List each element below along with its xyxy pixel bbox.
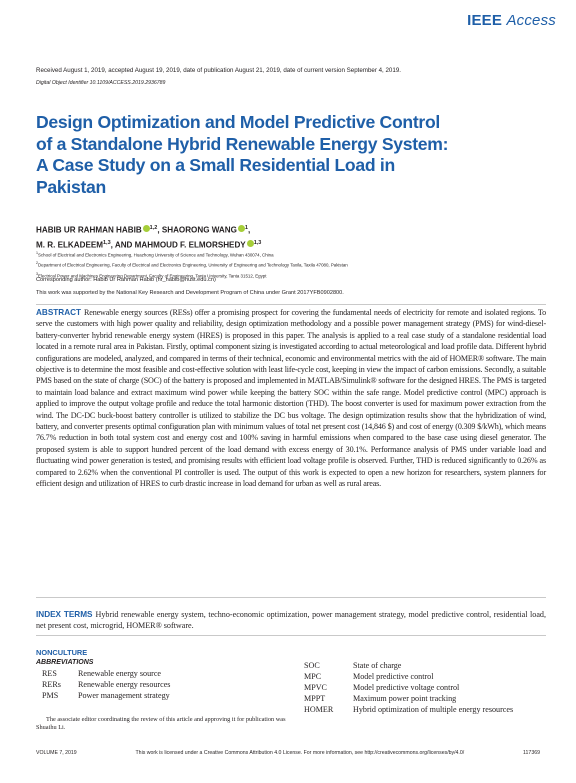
corresponding-author: Corresponding author: Habib Ur Rahman Habib (hr_habib@hust.edu.cn)	[36, 277, 216, 283]
author-affil-sup: 1,3	[103, 240, 111, 247]
affiliation-item: $^3$Electrical Power and Machines Engineering Department, Faculty of Engineering, Tanta University, Tanta 31512, Egypt	[36, 271, 267, 279]
abbreviation-row: HOMER Hybrid optimization of multiple energy resources	[304, 705, 514, 714]
paper-title: Design Optimization and Model Predictive Control of a Standalone Hybrid Renewable Energy System: A Case Study on a Small Residential Load in Pakistan	[36, 112, 449, 197]
journal-logo: IEEE Access	[467, 12, 556, 29]
abbreviation-row: SOC State of charge	[304, 661, 402, 670]
abstract	[36, 307, 546, 490]
affiliations	[36, 249, 556, 280]
abbreviation-list-right	[304, 660, 544, 715]
editor-footnote: The associate editor coordinating the review of this article and approving it for publication was Shuaihu Li.	[36, 716, 286, 732]
doi-line: Digital Object Identifier 10.1109/ACCESS.2019.2936789	[36, 80, 166, 86]
index-terms-label: INDEX TERMS	[36, 610, 93, 619]
abbreviation-row: MPC Model predictive control	[304, 672, 434, 681]
author-and: , AND	[110, 240, 135, 250]
abbreviation-row: PMS Power management strategy	[42, 691, 170, 700]
author-list: HABIB UR RAHMAN HABIB $^{1,2}$, SHAORONG WANG $^1$, M. R. ELKADEEM$^{1,3}$, AND MAHMOUD F. ELMORSHEDY $^{1,3}$	[36, 225, 262, 250]
abstract-label: ABSTRACT	[36, 308, 82, 317]
abbreviations-heading: ABBREVIATIONS	[36, 659, 94, 666]
abbreviation-row: MPPT Maximum power point tracking	[304, 694, 457, 703]
index-terms	[36, 609, 546, 636]
abbreviation-row: RES Renewable energy source	[42, 669, 162, 678]
nomenclature-heading: NONCULTURE	[36, 648, 88, 657]
funding-note: This work was supported by the National Key Research and Development Program of China under Grant 2017YFB0902800.	[36, 290, 344, 296]
page-footer	[36, 750, 540, 756]
orcid-icon[interactable]	[247, 240, 254, 247]
index-terms-text: Hybrid renewable energy system, techno-economic optimization, power management strategy, model predictive control, residential load, net present cost, microgrid, HOMER® software.	[36, 610, 546, 631]
orcid-icon[interactable]	[238, 225, 245, 232]
abstract-text: Renewable energy sources (RESs) offer a promising prospect for covering the fundamental needs of electricity for remote and isolated regions. To serve the customers with high power quality and reliability, design optimization methodology and a possible power management strategy (PMS) for wind-diesel-battery-converter hybrid renewable energy system (HRES) is proposed in this paper. The analysis is applied to a real case study of a standalone residential load located in a remote rural area in Pakistan. Firstly, optimal component sizing is investigated according to actual meteorological and load profile data. Different hybrid configurations are modeled, analyzed, and compared in terms of their technical, economic and environmental metrics with the aid of HOMER® software. The main objective is to determine the most feasible and cost-effective solution with least life-cycle cost, keeping in view the impact of carbon emissions. Secondly, a suitable PMS based on the state of charge (SOC) of the battery is proposed and implemented in MATLAB/Simulink® software for the designed HRES. The PMS is targeted to maintain load balance and extract maximum wind power while keeping the battery SOC within the safe range. Model predictive control (MPC) approach is applied to improve the output voltage profile and reduce the total harmonic distortion (THD). The boost converter is used for maximum power extraction from the wind. The DC-DC buck-boost battery controller is utilized to stabilize the DC bus voltage. The design optimization results show that the hybridization of wind, battery, and converter presents optimal configuration plan with minimum values of total net present cost (14,846 $) and cost of energy (0.309 $/kWh), which means 76.7% reduction in both total system cost and energy cost and 100% saving in harmful emissions when compared to the base case using diesel generator. The proposed system is able to support hundred percent of the load demand with excess energy of 30.1%. Performance analysis of PMS under variable load and fluctuating wind power generation is tested, and promising results with efficient load voltage profile is observed. Further, THD is reduced significantly to 0.26% as compared to 2.62% when the conventional PI controller is used. The output of this work is expected to open a new horizon for researchers, system planners for efficient design and utilization of HRES to curb drastic increase in load demand for urban as well as rural areas.	[36, 308, 546, 489]
orcid-icon[interactable]	[143, 225, 150, 232]
author-name: SHAORONG WANG	[161, 225, 237, 235]
abbreviation-row: RERs Renewable energy resources	[42, 680, 171, 689]
received-dates: Received August 1, 2019, accepted August 19, 2019, date of publication August 21, 2019, date of current version September 4, 2019.	[36, 67, 401, 74]
author-affil-sup: 1,2	[149, 225, 158, 231]
abbreviation-list-left	[42, 668, 170, 701]
author-affil-sup: 1,3	[253, 240, 262, 247]
abbreviation-row: MPVC Model predictive voltage control	[304, 683, 460, 692]
author-name: M. R. ELKADEEM	[36, 240, 103, 250]
author-name: MAHMOUD F. ELMORSHEDY	[134, 240, 246, 250]
author-affil-sup: 1	[244, 225, 248, 231]
affiliation-item: $^1$School of Electrical and Electronics Engineering, Huazhong University of Science and Technology, Wuhan 430074, China	[36, 251, 274, 258]
footer-license: This work is licensed under a Creative Commons Attribution 4.0 License. For more information, see http://creativecommons.org/licenses/by/4.0/	[135, 750, 465, 756]
affiliation-item: $^2$Department of Electrical Engineering, Faculty of Electrical and Electronics Engineering, University of Engineering and Technology Taxila, Taxila 47080, Pakistan	[36, 261, 348, 268]
author-name: HABIB UR RAHMAN HABIB	[36, 225, 142, 235]
footer-page-number: 117369	[523, 750, 540, 756]
footer-volume: VOLUME 7, 2019	[36, 750, 77, 756]
